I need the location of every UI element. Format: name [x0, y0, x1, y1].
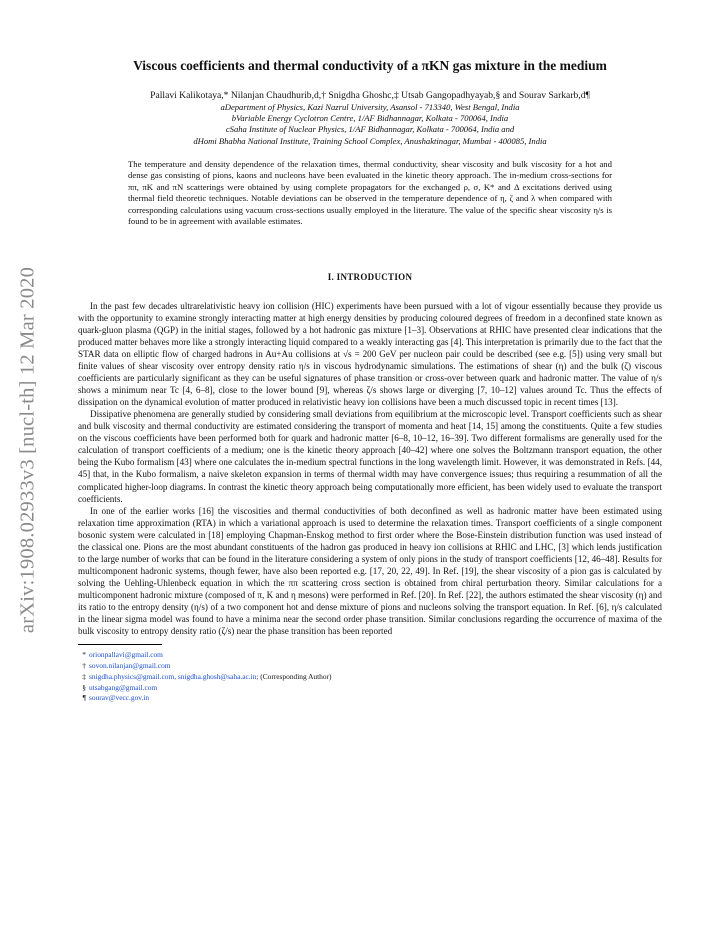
paper-page [78, 58, 662, 704]
footnote-mark: ¶ [82, 693, 86, 703]
arxiv-id-label: arXiv:1908.02933v3 [nucl-th] 12 Mar 2020 [16, 266, 39, 634]
footnote-item [78, 683, 662, 694]
email-link[interactable]: sovon.nilanjan@gmail.com [89, 660, 171, 670]
author-list: Pallavi Kalikotaya,* Nilanjan Chaudhurib,d,† Snigdha Ghoshc,‡ Utsab Gangopadhyayab,§ and Sourav Sarkarb,d¶ [150, 90, 590, 101]
affiliation-line: bVariable Energy Cyclotron Centre, 1/AF Bidhannagar, Kolkata - 700064, India [231, 113, 509, 124]
body-paragraph: In the past few decades ultrarelativistic heavy ion collision (HIC) experiments have been pursued with a lot of vigour essentially because they provide us with the opportunity to examine strongly interacting matter at high energy densities by producing coloured degrees of freedom in a deconfined state known as quark-gluon plasma (QGP) in the initial stages, followed by a hot hadronic gas mixture [1–3]. Observations at RHIC have presented clear indications that the produced matter behaves more like a strongly interacting liquid compared to a weakly interacting gas [4]. This interpretation is primarily due to the fact that the STAR data on elliptic flow of charged hadrons in Au+Au collisions at √s = 200 GeV per nucleon pair could be described (see e.g. [5]) using very small but finite values of shear viscosity over entropy density ratio η/s in viscous hydrodynamic simulations. The estimations of shear (η) and the bulk (ζ) viscous coefficients are particularly significant as they can be useful signatures of phase transition or cross-over between quark and hadronic matter. The value of η/s shows a minimum near Tc [4, 6–8], close to the lower bound [9], whereas ζ/s shows large or diverging [7, 10–12] values around Tc. Thus the effects of dissipation on the dynamical evolution of matter produced in relativistic heavy ion collisions have been a much discussed topic in recent times [13]. [78, 300, 662, 408]
email-link[interactable]: orionpallavi@gmail.com [89, 650, 163, 660]
affiliation-line: dHomi Bhabha National Institute, Training School Complex, Anushaktinagar, Mumbai - 400085, India [193, 135, 547, 146]
abstract-text: The temperature and density dependence of the relaxation times, thermal conductivity, shear viscosity and bulk viscosity for a hot and dense gas consisting of pions, kaons and nucleons have been evaluated in the kinetic theory approach. The in-medium cross-sections for ππ, πK and πN scatterings were obtained by using complete propagators for the exchanged ρ, σ, K* and Δ excitations derived using thermal field theoretic techniques. Notable deviations can be observed in the temperature dependence of η, ζ and λ when compared with corresponding calculations using vacuum cross-sections usually employed in the literature. The value of the specific shear viscosity η/s is found to be in agreement with available estimates. [128, 158, 612, 227]
body-paragraph: In one of the earlier works [16] the viscosities and thermal conductivities of both deconfined as well as hadronic matter have been estimated using relaxation time approximation (RTA) in which a variational approach is used to determine the relaxation times. Transport coefficients of a single component bosonic system were calculated in [18] employing Chapman-Enskog method to first order where the Bose-Einstein distribution function was used instead of the classical one. Pions are the most abundant constituents of the hadron gas produced in heavy ion collisions at RHIC and LHC, [3] which lends justification to the large number of works that can be found in the literature considering a system of only pions in the study of transport coefficients [12, 46–48]. Results for multicomponent hadronic systems, though fewer, have also been reported e.g. [17, 20, 22, 49]. In Ref. [19], the shear viscosity of a pion gas is calculated by solving the Uehling-Uhlenbeck equation in which the ππ scattering cross section is obtained from chiral perturbation theory. Similar calculations for a multicomponent hadronic mixture (composed of π, K and η mesons) were performed in Ref. [20]. In Ref. [22], the authors estimated the shear viscosity (η) and its ratio to the entropy density (η/s) of a two component hot and dense mixture of pions and nucleons solving the transport equation. In Ref. [6], η/s calculated in the linear sigma model was found to have a minima near the second order phase transition. Similar conclusions regarding the occurrence of maxima of the bulk viscosity to entropy density ratio (ζ/s) near the phase transition has been reported [78, 505, 662, 637]
footnote-item [78, 693, 662, 704]
footnote-note: (Corresponding Author) [258, 671, 332, 681]
footnote-item [78, 661, 662, 672]
body-text [78, 300, 662, 637]
affiliation-line: aDepartment of Physics, Kazi Nazrul University, Asansol - 713340, West Bengal, India [220, 102, 520, 112]
section-heading: I. INTRODUCTION [327, 271, 413, 282]
arxiv-sidebar-stamp [6, 230, 50, 670]
footnote-mark: † [82, 660, 86, 670]
footnote-mark: § [82, 682, 86, 692]
footnote-list [78, 650, 662, 704]
footnote-mark: * [82, 650, 86, 660]
affiliation-line: cSaha Institute of Nuclear Physics, 1/AF Bidhannagar, Kolkata - 700064, India and [225, 124, 515, 135]
footnote-item [78, 650, 662, 661]
email-link[interactable]: sourav@vecc.gov.in [89, 693, 150, 703]
affiliation-list [78, 102, 662, 147]
email-link[interactable]: utsabgang@gmail.com [89, 682, 158, 692]
body-paragraph: Dissipative phenomena are generally studied by considering small deviations from equilibrium at the microscopic level. Transport coefficients such as shear and bulk viscosity and thermal conductivity are estimated considering the transport of momenta and heat [14, 15] among the constituents. Quite a few studies on the viscous coefficients have been performed both for quark and hadronic matter [6–8, 10–12, 16–39]. Two different formalisms are generally used for the calculation of transport coefficients of a medium; one is the kinetic theory approach [40–42] where one solves the Boltzmann transport equation, the other being the Kubo formalism [43] where one calculates the in-medium spectral functions in the long wavelength limit. However, it was demonstrated in Refs. [44, 45] that, in the Kubo formalism, a naive skeleton expansion in terms of thermal width may have convergence issues; thus requiring a resummation of all the complicated higher-loop diagrams. In contrast the kinetic theory approach being computationally more efficient, has been widely used to evaluate the transport coefficients. [78, 409, 662, 504]
footnote-mark: ‡ [82, 671, 86, 681]
footnote-rule [78, 644, 162, 645]
footnote-item [78, 672, 662, 683]
email-link[interactable]: snigdha.physics@gmail.com, snigdha.ghosh@saha.ac.in; [89, 671, 259, 681]
paper-title: Viscous coefficients and thermal conductivity of a πKN gas mixture in the medium [133, 58, 607, 73]
